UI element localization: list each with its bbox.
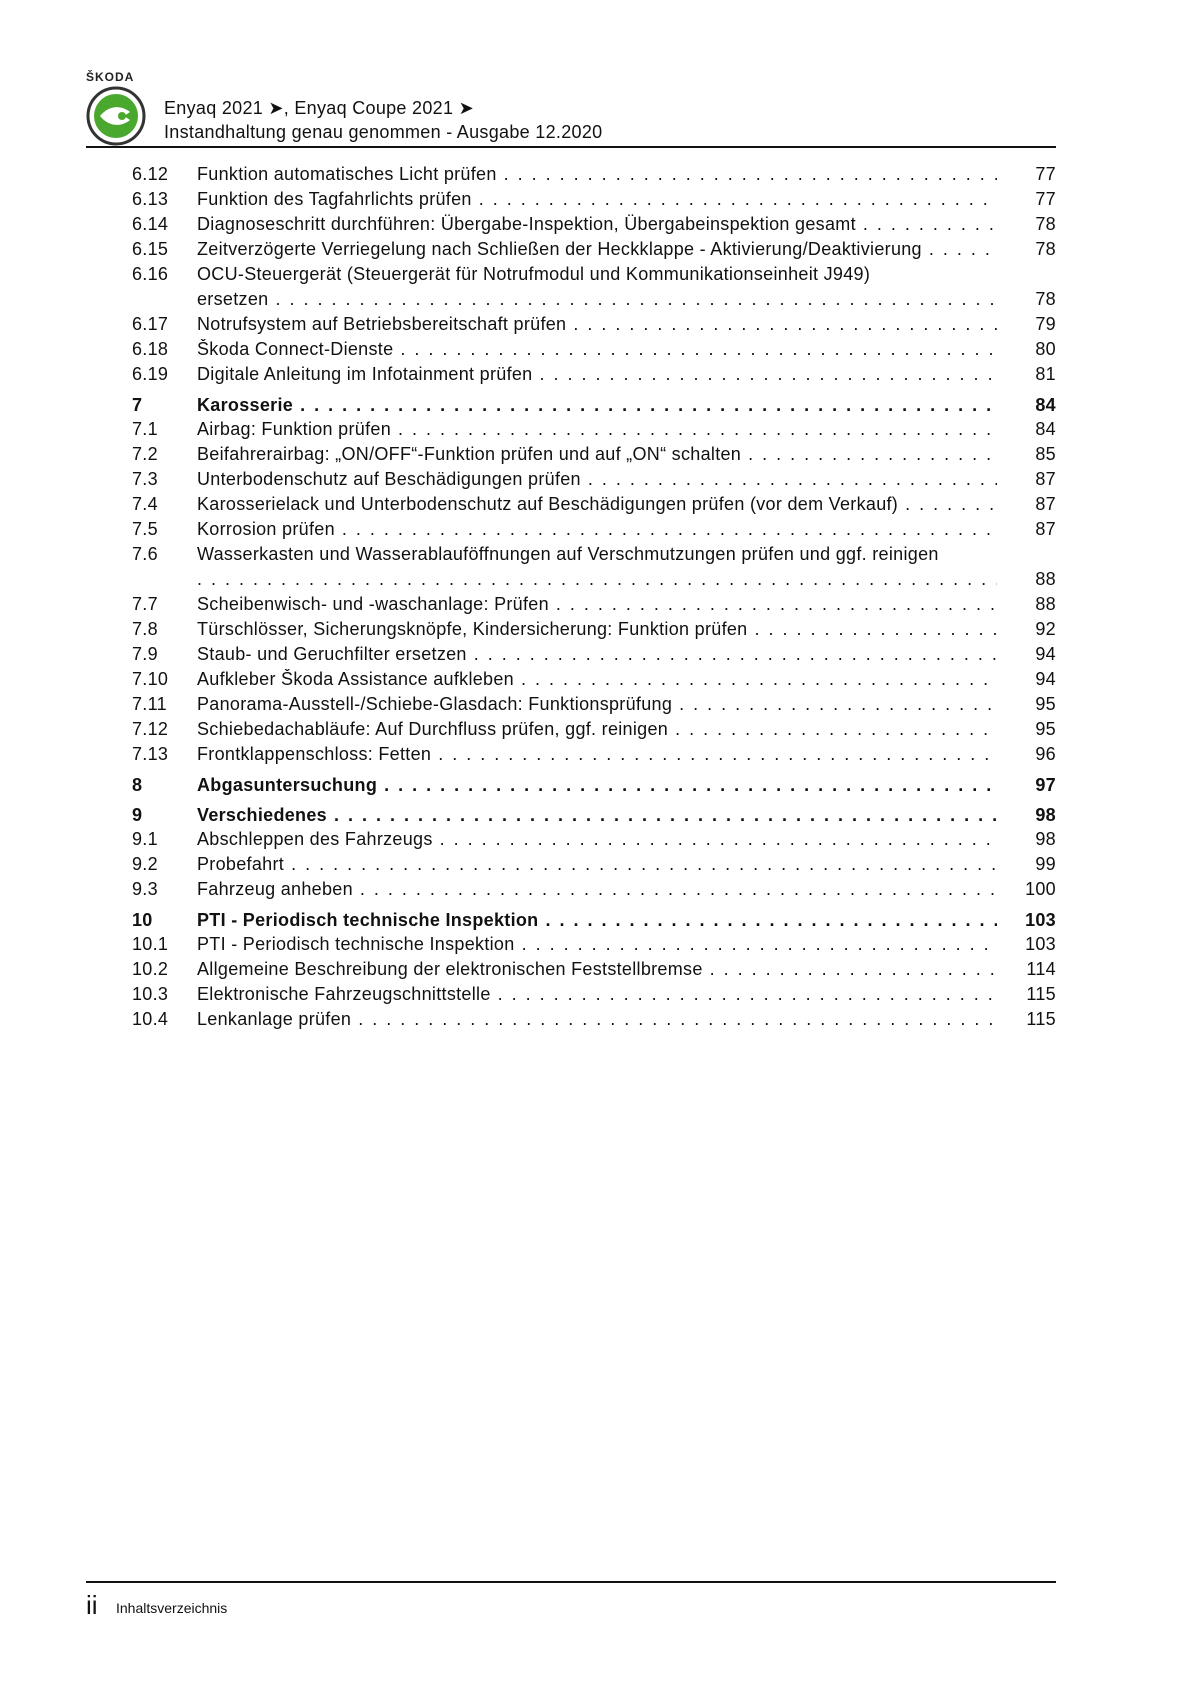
toc-entry-title: Notrufsystem auf Betriebsbereitschaft prüfen . . . (197, 314, 997, 335)
toc-entry-title: Scheibenwisch- und -waschanlage: Prüfen . . . (197, 594, 997, 615)
toc-entry-row[interactable] (132, 959, 1056, 984)
toc-entry-title: Frontklappenschloss: Fetten . . . (197, 744, 997, 765)
toc-entry-row[interactable] (132, 644, 1056, 669)
toc-entry-row[interactable] (132, 164, 1056, 189)
toc-entry-page: 84 (1035, 419, 1056, 439)
toc-entry-number: 7.3 (132, 469, 158, 489)
toc-entry-title: Lenkanlage prüfen . . . (197, 1009, 997, 1030)
toc-entry-title: Karosserie . . . (197, 395, 997, 416)
toc-entry-page: 96 (1035, 744, 1056, 764)
toc-entry-row[interactable] (132, 669, 1056, 694)
toc-entry-number: 7.5 (132, 519, 158, 539)
toc-entry-number: 9 (132, 805, 143, 825)
toc-entry-title: Schiebedachabläufe: Auf Durchfluss prüfen, ggf. reinigen . . . (197, 719, 997, 740)
toc-entry-row[interactable] (132, 494, 1056, 519)
toc-entry-title: Airbag: Funktion prüfen . . . (197, 419, 997, 440)
toc-entry-row[interactable] (132, 214, 1056, 239)
toc-entry-page: 87 (1035, 494, 1056, 514)
toc-entry-page: 77 (1035, 189, 1056, 209)
toc-entry-number: 7.4 (132, 494, 158, 514)
toc-entry-row[interactable] (132, 619, 1056, 644)
toc-entry-page: 99 (1035, 854, 1056, 874)
toc-entry-title: Funktion automatisches Licht prüfen . . . (197, 164, 997, 185)
toc-entry-row[interactable] (132, 314, 1056, 339)
toc-entry-title: Digitale Anleitung im Infotainment prüfen . . . (197, 364, 997, 385)
toc-entry-row[interactable] (132, 264, 1056, 314)
toc-entry-row[interactable] (132, 544, 1056, 594)
toc-entry-page: 103 (1025, 934, 1056, 954)
toc-entry-page: 92 (1035, 619, 1056, 639)
toc-entry-row[interactable] (132, 444, 1056, 469)
toc-entry-page: 98 (1035, 829, 1056, 849)
toc-entry-title: Karosserielack und Unterbodenschutz auf Beschädigungen prüfen (vor dem Verkauf) . . . (197, 494, 997, 515)
toc-entry-page: 88 (1035, 594, 1056, 614)
toc-entry-row[interactable] (132, 339, 1056, 364)
toc-entry-number: 6.12 (132, 164, 169, 184)
toc-entry-page: 88 (1035, 569, 1056, 589)
toc-entry-title: Zeitverzögerte Verriegelung nach Schließen der Heckklappe - Aktivierung/Deaktivierung . . . (197, 239, 997, 260)
toc-entry-row[interactable] (132, 419, 1056, 444)
brand-wordmark: ŠKODA (86, 70, 135, 84)
toc-entry-number: 6.17 (132, 314, 169, 334)
header-divider (86, 146, 1056, 148)
toc-entry-number: 8 (132, 775, 143, 795)
toc-entry-title: Fahrzeug anheben . . . (197, 879, 997, 900)
toc-entry-row[interactable] (132, 519, 1056, 544)
toc-entry-row[interactable] (132, 469, 1056, 494)
toc-entry-number: 9.1 (132, 829, 158, 849)
toc-entry-page: 94 (1035, 644, 1056, 664)
toc-entry-number: 10 (132, 910, 153, 930)
toc-entry-title: PTI - Periodisch technische Inspektion . . . (197, 934, 997, 955)
toc-entry-number: 7.11 (132, 694, 167, 714)
toc-entry-page: 98 (1035, 805, 1056, 825)
toc-entry-row[interactable] (132, 879, 1056, 904)
toc-entry-number: 6.19 (132, 364, 169, 384)
toc-entry-number: 10.3 (132, 984, 169, 1004)
toc-entry-row[interactable] (132, 694, 1056, 719)
toc-entry-page: 97 (1035, 775, 1056, 795)
toc-entry-title-continued: ersetzen . . . (197, 289, 997, 310)
toc-entry-number: 7.2 (132, 444, 158, 464)
toc-entry-page: 94 (1035, 669, 1056, 689)
toc-entry-title: Panorama-Ausstell-/Schiebe-Glasdach: Funktionsprüfung . . . (197, 694, 997, 715)
toc-entry-title: Korrosion prüfen . . . (197, 519, 997, 540)
toc-entry-title: Aufkleber Škoda Assistance aufkleben . . . (197, 669, 997, 690)
toc-entry-title: Elektronische Fahrzeugschnittstelle . . . (197, 984, 997, 1005)
toc-entry-title: Wasserkasten und Wasserablauföffnungen auf Verschmutzungen prüfen und ggf. reinigen (197, 544, 939, 564)
toc-entry-row[interactable] (132, 719, 1056, 744)
toc-entry-row[interactable] (132, 189, 1056, 214)
toc-entry-row[interactable] (132, 594, 1056, 619)
toc-entry-title: Diagnoseschritt durchführen: Übergabe-Inspektion, Übergabeinspektion gesamt . . . (197, 214, 997, 235)
toc-entry-title: Staub- und Geruchfilter ersetzen . . . (197, 644, 997, 665)
toc-entry-row[interactable] (132, 984, 1056, 1009)
toc-entry-title: PTI - Periodisch technische Inspektion . . . (197, 910, 997, 931)
toc-entry-title: Verschiedenes . . . (197, 805, 997, 826)
toc-entry-row[interactable] (132, 1009, 1056, 1034)
toc-chapter-row[interactable] (132, 389, 1056, 419)
toc-entry-page: 78 (1035, 289, 1056, 309)
toc-entry-row[interactable] (132, 364, 1056, 389)
toc-entry-number: 7.1 (132, 419, 158, 439)
toc-entry-number: 7.13 (132, 744, 169, 764)
toc-entry-number: 7.12 (132, 719, 169, 739)
toc-entry-page: 84 (1035, 395, 1056, 415)
toc-entry-title: OCU-Steuergerät (Steuergerät für Notrufmodul und Kommunikationseinheit J949) (197, 264, 871, 284)
toc-entry-page: 95 (1035, 694, 1056, 714)
toc-entry-page: 115 (1026, 1009, 1056, 1029)
toc-entry-number: 6.14 (132, 214, 169, 234)
toc-entry-page: 78 (1035, 239, 1056, 259)
toc-entry-page: 80 (1035, 339, 1056, 359)
toc-entry-title-continued (197, 569, 997, 590)
toc-entry-page: 81 (1035, 364, 1056, 384)
footer-section-label: Inhaltsverzeichnis (116, 1600, 228, 1616)
toc-entry-title: Allgemeine Beschreibung der elektronischen Feststellbremse . . . (197, 959, 997, 980)
toc-entry-number: 9.3 (132, 879, 158, 899)
toc-entry-page: 103 (1025, 910, 1056, 930)
toc-entry-title: Türschlösser, Sicherungsknöpfe, Kindersicherung: Funktion prüfen . . . (197, 619, 997, 640)
toc-entry-number: 6.16 (132, 264, 169, 284)
toc-entry-row[interactable] (132, 854, 1056, 879)
toc-entry-title: Funktion des Tagfahrlichts prüfen . . . (197, 189, 997, 210)
toc-entry-page: 78 (1035, 214, 1056, 234)
toc-entry-number: 10.4 (132, 1009, 169, 1029)
toc-entry-row[interactable] (132, 744, 1056, 769)
toc-entry-page: 100 (1025, 879, 1056, 899)
footer-page-number: ii (86, 1590, 98, 1620)
toc-entry-row[interactable] (132, 829, 1056, 854)
toc-entry-page: 85 (1035, 444, 1056, 464)
toc-entry-number: 10.1 (132, 934, 169, 954)
toc-entry-number: 7 (132, 395, 143, 415)
toc-entry-number: 7.8 (132, 619, 158, 639)
toc-entry-page: 87 (1035, 469, 1056, 489)
toc-entry-page: 77 (1035, 164, 1056, 184)
toc-entry-number: 7.6 (132, 544, 158, 564)
toc-entry-page: 95 (1035, 719, 1056, 739)
toc-entry-number: 9.2 (132, 854, 158, 874)
toc-chapter-row[interactable] (132, 904, 1056, 934)
toc-entry-page: 87 (1035, 519, 1056, 539)
toc-entry-number: 6.15 (132, 239, 169, 259)
toc-entry-number: 7.7 (132, 594, 158, 614)
toc-entry-title: Abgasuntersuchung . . . (197, 775, 997, 796)
toc-chapter-row[interactable] (132, 769, 1056, 799)
document-title-line2: Instandhaltung genau genommen - Ausgabe 12.2020 (164, 122, 603, 142)
toc-entry-number: 7.10 (132, 669, 169, 689)
toc-entry-title: Abschleppen des Fahrzeugs . . . (197, 829, 997, 850)
toc-entry-number: 7.9 (132, 644, 158, 664)
toc-entry-page: 114 (1026, 959, 1056, 979)
toc-entry-page: 79 (1035, 314, 1056, 334)
toc-entry-number: 6.13 (132, 189, 169, 209)
toc-entry-row[interactable] (132, 934, 1056, 959)
toc-entry-page: 115 (1026, 984, 1056, 1004)
toc-chapter-row[interactable] (132, 799, 1056, 829)
toc-entry-title: Unterbodenschutz auf Beschädigungen prüfen . . . (197, 469, 997, 490)
toc-entry-title: Beifahrerairbag: „ON/OFF“-Funktion prüfen und auf „ON“ schalten . . . (197, 444, 997, 465)
toc-entry-row[interactable] (132, 239, 1056, 264)
table-of-contents (132, 164, 1056, 1034)
toc-entry-number: 6.18 (132, 339, 169, 359)
toc-entry-number: 10.2 (132, 959, 169, 979)
skoda-logo-icon (86, 86, 146, 146)
document-title-line1: Enyaq 2021 ➤, Enyaq Coupe 2021 ➤ (164, 98, 474, 118)
toc-entry-title: Probefahrt . . . (197, 854, 997, 875)
toc-entry-title: Škoda Connect-Dienste . . . (197, 339, 997, 360)
footer-divider (86, 1581, 1056, 1583)
